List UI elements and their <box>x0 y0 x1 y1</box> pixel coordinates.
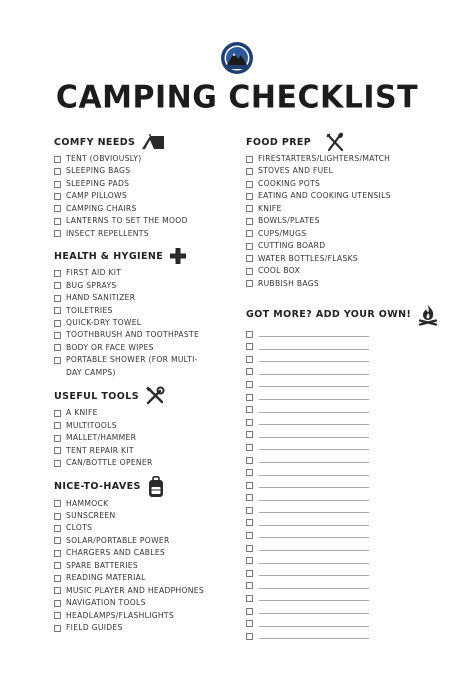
checkbox[interactable] <box>246 633 253 640</box>
checkbox[interactable] <box>54 270 61 277</box>
checkbox[interactable] <box>246 494 253 501</box>
checkbox[interactable] <box>246 280 253 287</box>
write-in-line[interactable] <box>259 399 369 400</box>
write-in-line[interactable] <box>259 475 369 476</box>
write-in-line[interactable] <box>259 462 369 463</box>
write-in-line[interactable] <box>259 550 369 551</box>
list-item: READING MATERIAL <box>54 572 244 584</box>
list-item: TENT (OBVIOUSLY) <box>54 153 244 165</box>
section-food-prep <box>246 131 446 290</box>
checkbox[interactable] <box>246 381 253 388</box>
checkbox[interactable] <box>246 507 253 514</box>
list-item: CAN/BOTTLE OPENER <box>54 457 244 469</box>
checkbox[interactable] <box>54 422 61 429</box>
write-in-line[interactable] <box>259 575 369 576</box>
blank-list-item <box>246 630 446 643</box>
checkbox[interactable] <box>246 444 253 451</box>
list-item: STOVES AND FUEL <box>246 165 446 177</box>
checkbox[interactable] <box>54 513 61 520</box>
checkbox[interactable] <box>54 218 61 225</box>
list-item: SUNSCREEN <box>54 510 244 522</box>
list-item: COOL BOX <box>246 265 446 277</box>
section-heading: USEFUL TOOLS <box>54 390 139 402</box>
list-item: HEADLAMPS/FLASHLIGHTS <box>54 610 244 622</box>
write-in-line[interactable] <box>259 613 369 614</box>
checkbox[interactable] <box>54 230 61 237</box>
list-item: SOLAR/PORTABLE POWER <box>54 535 244 547</box>
blank-list-item <box>246 441 446 454</box>
list-item: KNIFE <box>246 203 446 215</box>
checkbox[interactable] <box>246 168 253 175</box>
section-add-your-own <box>246 304 446 643</box>
utensils-icon <box>325 132 345 152</box>
checkbox[interactable] <box>54 587 61 594</box>
blank-list-item <box>246 618 446 631</box>
blank-list-item <box>246 416 446 429</box>
checkbox[interactable] <box>246 243 253 250</box>
checkbox[interactable] <box>246 356 253 363</box>
list-item: MALLET/HAMMER <box>54 432 244 444</box>
checkbox[interactable] <box>54 525 61 532</box>
list-item: RUBBISH BAGS <box>246 278 446 290</box>
checkbox[interactable] <box>54 500 61 507</box>
campfire-icon <box>417 304 439 326</box>
section-comfy-needs <box>54 131 244 240</box>
list-item: MULTITOOLS <box>54 420 244 432</box>
blank-list-item <box>246 404 446 417</box>
plus-icon <box>169 247 187 265</box>
list-item: CUPS/MUGS <box>246 228 446 240</box>
list-item: FIRESTARTERS/LIGHTERS/MATCH <box>246 153 446 165</box>
list-item: MUSIC PLAYER AND HEADPHONES <box>54 585 244 597</box>
blank-list-item <box>246 504 446 517</box>
section-heading: COMFY NEEDS <box>54 136 136 148</box>
checkbox[interactable] <box>54 550 61 557</box>
write-in-line[interactable] <box>259 500 369 501</box>
brand-logo <box>220 41 254 75</box>
checkbox[interactable] <box>54 625 61 632</box>
checkbox[interactable] <box>246 230 253 237</box>
list-item: PORTABLE SHOWER (FOR MULTI-DAY CAMPS) <box>54 354 244 379</box>
blank-list-item <box>246 542 446 555</box>
checkbox[interactable] <box>246 268 253 275</box>
checkbox[interactable] <box>54 435 61 442</box>
write-in-line[interactable] <box>259 424 369 425</box>
checklist-tools <box>54 407 244 469</box>
checkbox[interactable] <box>246 394 253 401</box>
blank-list-item <box>246 580 446 593</box>
write-in-line[interactable] <box>259 449 369 450</box>
blank-list-item <box>246 592 446 605</box>
right-column <box>246 131 446 643</box>
checkbox[interactable] <box>246 255 253 262</box>
checkbox[interactable] <box>54 332 61 339</box>
checkbox[interactable] <box>246 608 253 615</box>
write-in-line[interactable] <box>259 412 369 413</box>
checkbox[interactable] <box>246 557 253 564</box>
checkbox[interactable] <box>246 343 253 350</box>
checkbox[interactable] <box>54 562 61 569</box>
checkbox[interactable] <box>246 469 253 476</box>
blank-list-item <box>246 391 446 404</box>
list-item: SLEEPING BAGS <box>54 165 244 177</box>
list-item: BUG SPRAYS <box>54 280 244 292</box>
list-item: TOOTHBRUSH AND TOOTHPASTE <box>54 329 244 341</box>
list-item: COOKING POTS <box>246 178 446 190</box>
checkbox[interactable] <box>54 320 61 327</box>
checkbox[interactable] <box>246 457 253 464</box>
write-in-line[interactable] <box>259 537 369 538</box>
section-heading: FOOD PREP <box>246 136 312 148</box>
write-in-line[interactable] <box>259 487 369 488</box>
list-item: CHARGERS AND CABLES <box>54 547 244 559</box>
write-in-line[interactable] <box>259 600 369 601</box>
list-item: WATER BOTTLES/FLASKS <box>246 253 446 265</box>
checkbox[interactable] <box>246 419 253 426</box>
write-in-line[interactable] <box>259 626 369 627</box>
write-in-line[interactable] <box>259 437 369 438</box>
section-heading: NICE-TO-HAVES <box>54 481 141 493</box>
list-item: TOILETRIES <box>54 305 244 317</box>
checkbox[interactable] <box>246 595 253 602</box>
section-health-hygiene <box>54 245 244 379</box>
checkbox[interactable] <box>246 582 253 589</box>
blank-list-item <box>246 454 446 467</box>
write-in-line[interactable] <box>259 638 369 639</box>
blank-list-item <box>246 353 446 366</box>
blank-list-item <box>246 605 446 618</box>
blank-list-item <box>246 328 446 341</box>
blank-list-item <box>246 467 446 480</box>
checkbox[interactable] <box>246 482 253 489</box>
checkbox[interactable] <box>54 282 61 289</box>
list-item: INSECT REPELLENTS <box>54 228 244 240</box>
checkbox[interactable] <box>54 357 61 364</box>
checkbox[interactable] <box>246 331 253 338</box>
checkbox[interactable] <box>54 156 61 163</box>
checkbox[interactable] <box>246 156 253 163</box>
checkbox[interactable] <box>246 406 253 413</box>
checklist-food <box>246 153 446 290</box>
checkbox[interactable] <box>54 447 61 454</box>
write-in-line[interactable] <box>259 512 369 513</box>
checkbox[interactable] <box>246 193 253 200</box>
list-item: SPARE BATTERIES <box>54 560 244 572</box>
checkbox[interactable] <box>246 532 253 539</box>
section-heading: HEALTH & HYGIENE <box>54 250 164 262</box>
list-item: FIRST AID KIT <box>54 267 244 279</box>
checkbox[interactable] <box>54 307 61 314</box>
checklist-own <box>246 328 446 643</box>
checkbox[interactable] <box>246 181 253 188</box>
checkbox[interactable] <box>54 460 61 467</box>
section-useful-tools <box>54 385 244 469</box>
list-item: EATING AND COOKING UTENSILS <box>246 190 446 202</box>
section-nice-to-haves <box>54 476 244 635</box>
page-title: CAMPING CHECKLIST <box>55 79 419 116</box>
list-item: CLOTS <box>54 522 244 534</box>
write-in-line[interactable] <box>259 525 369 526</box>
list-item: BODY OR FACE WIPES <box>54 342 244 354</box>
section-heading: GOT MORE? ADD YOUR OWN! <box>246 309 412 321</box>
checkbox[interactable] <box>246 218 253 225</box>
checkbox[interactable] <box>54 344 61 351</box>
blank-list-item <box>246 492 446 505</box>
write-in-line[interactable] <box>259 588 369 589</box>
checkbox[interactable] <box>54 612 61 619</box>
write-in-line[interactable] <box>259 374 369 375</box>
checkbox[interactable] <box>246 431 253 438</box>
checkbox[interactable] <box>54 410 61 417</box>
list-item: CAMPING CHAIRS <box>54 203 244 215</box>
checkbox[interactable] <box>54 295 61 302</box>
checkbox[interactable] <box>54 600 61 607</box>
list-item: FIELD GUIDES <box>54 622 244 634</box>
list-item: BOWLS/PLATES <box>246 215 446 227</box>
blank-list-item <box>246 366 446 379</box>
write-in-line[interactable] <box>259 349 369 350</box>
write-in-line[interactable] <box>259 563 369 564</box>
blank-list-item <box>246 378 446 391</box>
blank-list-item <box>246 429 446 442</box>
checkbox[interactable] <box>246 570 253 577</box>
backpack-icon <box>147 476 165 498</box>
list-item: CUTTING BOARD <box>246 240 446 252</box>
list-item: LANTERNS TO SET THE MOOD <box>54 215 244 227</box>
checkbox[interactable] <box>246 368 253 375</box>
checkbox[interactable] <box>54 193 61 200</box>
write-in-line[interactable] <box>259 336 369 337</box>
blank-list-item <box>246 529 446 542</box>
checklist-health <box>54 267 244 379</box>
blank-list-item <box>246 479 446 492</box>
checkbox[interactable] <box>246 545 253 552</box>
blank-list-item <box>246 517 446 530</box>
write-in-line[interactable] <box>259 361 369 362</box>
left-column <box>54 131 244 635</box>
list-item: QUICK-DRY TOWEL <box>54 317 244 329</box>
checklist-nice <box>54 498 244 635</box>
tools-icon <box>145 386 165 406</box>
list-item: SLEEPING PADS <box>54 178 244 190</box>
checkbox[interactable] <box>54 205 61 212</box>
tent-icon <box>141 134 165 150</box>
list-item: TENT REPAIR KIT <box>54 445 244 457</box>
list-item: CAMP PILLOWS <box>54 190 244 202</box>
checkbox[interactable] <box>54 168 61 175</box>
checkbox[interactable] <box>246 620 253 627</box>
list-item: HAMMOCK <box>54 498 244 510</box>
list-item: A KNIFE <box>54 407 244 419</box>
list-item: NAVIGATION TOOLS <box>54 597 244 609</box>
blank-list-item <box>246 341 446 354</box>
checkbox[interactable] <box>246 519 253 526</box>
checklist-comfy <box>54 153 244 240</box>
blank-list-item <box>246 567 446 580</box>
blank-list-item <box>246 555 446 568</box>
checkbox[interactable] <box>54 575 61 582</box>
checkbox[interactable] <box>54 181 61 188</box>
checkbox[interactable] <box>246 205 253 212</box>
list-item: HAND SANITIZER <box>54 292 244 304</box>
checkbox[interactable] <box>54 537 61 544</box>
write-in-line[interactable] <box>259 386 369 387</box>
